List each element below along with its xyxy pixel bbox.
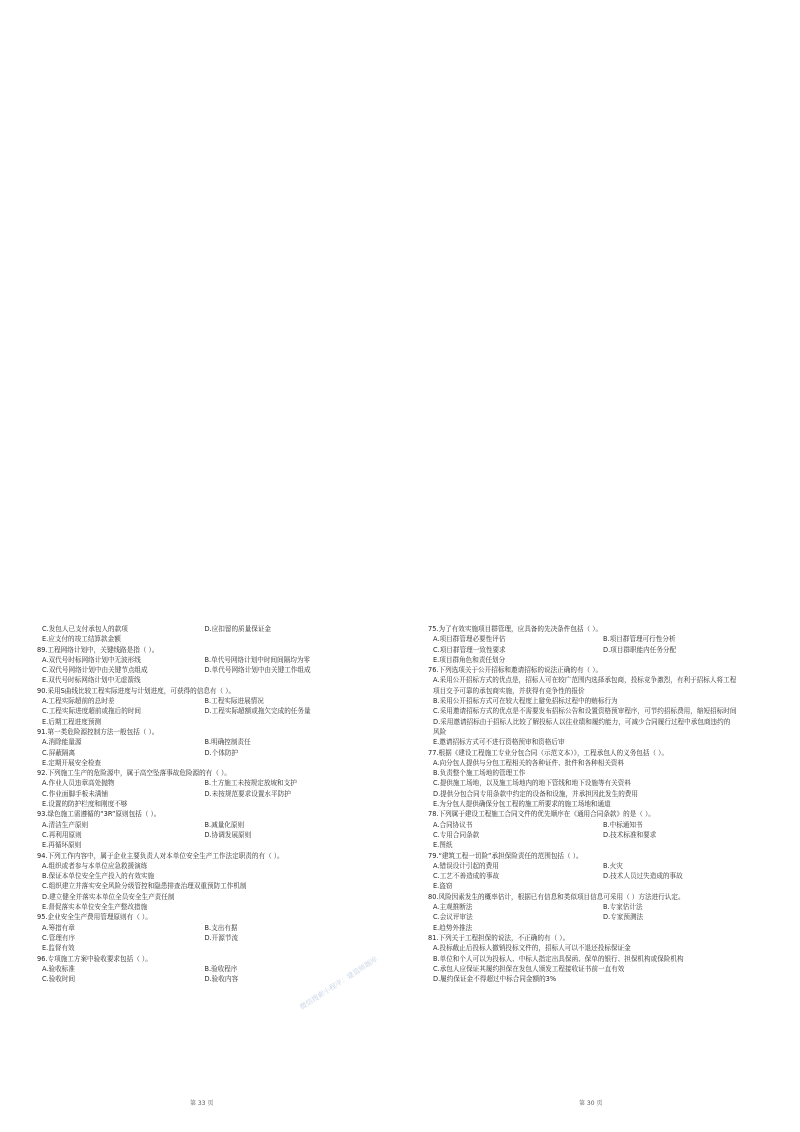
option-text: B.保证本单位安全生产投入的有效实施	[42, 872, 155, 881]
option-text: B.单代号网络计划中时间间隔均为零	[204, 655, 311, 664]
option-text: A.投标截止后投标人撤销投标文件的，招标人可以不退还投标保证金	[433, 944, 631, 953]
option-text: B.火灾	[603, 861, 623, 870]
option-text: C.项目群管理一致性要求	[433, 645, 506, 654]
option-row	[37, 624, 367, 634]
option-row	[37, 820, 367, 830]
option-text: E.项目群角色和责任划分	[433, 655, 506, 664]
option-text: A.验收标准	[42, 964, 75, 973]
option-text: E.再循环原则	[42, 841, 82, 850]
option-text: D.个体防护	[204, 748, 239, 757]
option-text: B.明确控制责任	[204, 738, 251, 747]
question-text: 91.第一类危险源控制方法一般包括（ ）。	[37, 727, 159, 736]
option-row	[37, 748, 367, 758]
option-text: D.技术人员过失造成的事故	[603, 872, 683, 881]
option-row	[37, 789, 367, 799]
option-row	[37, 974, 367, 984]
option-text: 风险	[433, 727, 447, 736]
option-text: C.承包人应保证其履约担保在发包人颁发工程接收证书前一直有效	[433, 964, 625, 973]
option-text: C.双代号网络计划中由关键节点组成	[42, 666, 148, 675]
option-row	[37, 778, 367, 788]
question-text: 79.“建筑工程一切险”承担保险责任的范围包括（ ）。	[428, 851, 583, 860]
option-text: C.会议评审法	[433, 913, 473, 922]
option-text: E.后期工程进度预测	[42, 717, 102, 726]
option-text: B.项目群管理可行性分析	[603, 635, 676, 644]
option-text: B.专家估计法	[603, 903, 643, 912]
question-text: 81.下列关于工程担保的说法，不正确的有（ ）。	[428, 933, 570, 942]
question-text: 92.下列施工生产的危险源中，属于高空坠落事故危险源的有（ ）。	[37, 769, 231, 778]
option-text: E.盗窃	[433, 882, 453, 891]
option-text: A.工程实际超前的总时差	[42, 697, 115, 706]
option-text: D.应扣留的质量保证金	[204, 625, 272, 633]
option-text: D.开源节流	[204, 933, 239, 942]
option-text: A.清洁生产原则	[42, 820, 89, 829]
option-text: A.消除能量源	[42, 738, 82, 747]
option-text: C.作业面脚手板未满铺	[42, 789, 109, 798]
option-text: E.邀请招标方式可不进行资格预审和资格后审	[433, 738, 565, 747]
left-page-number: 第 33 页	[190, 1100, 214, 1107]
option-text: D.协调发展原则	[204, 830, 252, 839]
option-text: C.屏蔽隔离	[42, 748, 76, 757]
option-text: A.错误设计引起的费用	[433, 861, 499, 870]
option-text: D.验收内容	[204, 975, 239, 984]
option-text: D.建立健全并落实本单位全员安全生产责任制	[42, 892, 175, 901]
option-text: D.项目群职能内任务分配	[603, 645, 677, 654]
option-text: 项目交予可靠的承包商实施，并获得有竞争性的报价	[433, 686, 585, 695]
option-row	[428, 861, 773, 871]
option-row	[428, 830, 773, 840]
option-text: A.采用公开招标方式的优点是，招标人可在较广范围内选择承包商，投标竞争激烈，有利于招标人将工程	[433, 676, 737, 685]
option-text: E.双代号时标网络计划中无虚箭线	[42, 676, 141, 685]
option-text: D.工程实际超额或拖欠完成的任务量	[204, 707, 311, 716]
option-text: A.双代号时标网络计划中无波形线	[42, 655, 141, 664]
option-text: D.单代号网络计划中由关键工作组成	[204, 666, 311, 675]
option-text: C.组织建立并落实安全风险分级管控和隐患排查治理双重预防工作机制	[42, 882, 247, 891]
option-row	[428, 871, 773, 881]
option-text: B.负责整个施工场地的管理工作	[433, 769, 526, 778]
option-text: B.减量化原则	[204, 820, 245, 829]
option-text: D.技术标准和要求	[603, 830, 657, 839]
option-row	[428, 820, 773, 830]
question-text: 78.下列属于建设工程施工合同文件的优先顺序在《通用合同条款》的是（ ）。	[428, 810, 655, 819]
option-row	[37, 964, 367, 974]
option-text: B.单位和个人可以为投标人、中标人指定出具保函、保单的银行、担保机构或保险机构	[433, 954, 684, 963]
left-page-content	[37, 624, 367, 984]
question-text: 89.工程网络计划中，关键线路是指（ ）。	[37, 645, 159, 654]
option-text: B.中标通知书	[603, 820, 643, 829]
option-row	[37, 933, 367, 943]
option-text: C.工艺不善造成的事故	[433, 872, 500, 881]
option-text: A.筹措有章	[42, 923, 75, 932]
option-text: C.专用合同条款	[433, 830, 480, 839]
option-text: D.采用邀请招标由于招标人比较了解投标人以往业绩和履约能力，可减少合同履行过程中承包商违约的	[433, 717, 731, 726]
option-text: E.设置的防护栏度和刚度不够	[42, 800, 128, 809]
option-text: C.发包人已支付承包人的款项	[42, 625, 128, 633]
option-row	[37, 737, 367, 747]
option-text: D.提供分包合同专用条款中约定的设备和设施，并承担因此发生的费用	[433, 789, 638, 798]
right-page-content	[428, 624, 773, 984]
option-text: D.履约保证金不得超过中标合同金额的3%	[433, 975, 557, 984]
option-text: A.项目群管理必要性评估	[433, 635, 506, 644]
option-row	[428, 645, 773, 655]
question-text: 94.下列工作内容中，属于企业主要负责人对本单位安全生产工作法定职责的有（ ）。	[37, 851, 284, 860]
question-text: 93.绿色施工需遵循的“3R”原则包括（ ）。	[37, 810, 161, 819]
option-text: E.定期开展安全检查	[42, 758, 102, 767]
question-text: 90.采用S曲线比较工程实际进度与计划进度，可获得的信息有（ ）。	[37, 686, 236, 695]
option-row	[37, 655, 367, 665]
option-row	[37, 830, 367, 840]
option-text: E.图纸	[433, 841, 453, 850]
option-text: E.趋势外推法	[433, 923, 473, 932]
option-text: C.工程实际进度超前或拖后的时间	[42, 707, 142, 716]
option-text: B.验收程序	[204, 964, 238, 973]
option-row	[428, 634, 773, 644]
question-text: 77.根据《建设工程施工专业分包合同（示范文本）》，工程承包人的义务包括（ ）。	[428, 748, 669, 757]
option-text: B.支出有据	[204, 923, 238, 932]
option-text: A.组织或者参与本单位应急救援演练	[42, 861, 148, 870]
option-text: E.监督有效	[42, 944, 75, 953]
right-page-number: 第 30 页	[579, 1100, 603, 1107]
question-text: 80.风险因素发生的概率估计，根据已有信息和类似项目信息可采用（ ）方法进行认定。	[428, 892, 685, 901]
option-row	[428, 912, 773, 922]
option-row	[428, 902, 773, 912]
question-text: 76.下列选项关于公开招标和邀请招标的说法正确的有（ ）。	[428, 666, 603, 675]
option-text: B.土方施工未按规定放坡和支护	[204, 779, 297, 788]
option-text: B.采用公开招标方式可在较大程度上避免招标过程中的贿标行为	[433, 697, 618, 706]
option-text: C.采用邀请招标方式的优点是不需要发布招标公告和设置资格预审程序，可节约招标费用，缩短招标时间	[433, 707, 737, 716]
question-text: 75.为了有效实施项目群管理，应具备的先决条件包括（ ）。	[428, 625, 603, 633]
option-text: C.再利用原则	[42, 830, 82, 839]
option-text: E.应支付的竣工结算款金额	[42, 635, 121, 644]
option-text: A.向分包人提供与分包工程相关的各种证件、批件和各种相关资料	[433, 758, 625, 767]
option-row	[37, 923, 367, 933]
question-text: 96.专项施工方案中验收要求包括（ ）。	[37, 954, 152, 963]
option-row	[37, 706, 367, 716]
option-text: A.作业人员违章高处抛物	[42, 779, 115, 788]
option-row	[37, 696, 367, 706]
option-text: E.督促落实本单位安全生产整改措施	[42, 903, 148, 912]
option-text: D.未按规范要求设置水平防护	[204, 789, 291, 798]
option-text: A.合同协议书	[433, 820, 473, 829]
question-text: 95.企业安全生产费用管理原则有（ ）。	[37, 913, 152, 922]
option-row	[37, 665, 367, 675]
option-text: D.专家预测法	[603, 913, 644, 922]
option-text: C.验收时间	[42, 975, 76, 984]
option-text: E.为分包人提供确保分包工程的施工所要求的施工场地和通道	[433, 800, 611, 809]
watermark-text: 微信搜索小程序：建造师题库	[298, 955, 380, 1012]
option-text: C.管理有序	[42, 933, 76, 942]
option-text: C.提供施工场地，以及施工场地内的地下管线和地下设施等有关资料	[433, 779, 631, 788]
option-text: B.工程实际进展情况	[204, 697, 264, 706]
option-text: A.主观推断法	[433, 903, 473, 912]
